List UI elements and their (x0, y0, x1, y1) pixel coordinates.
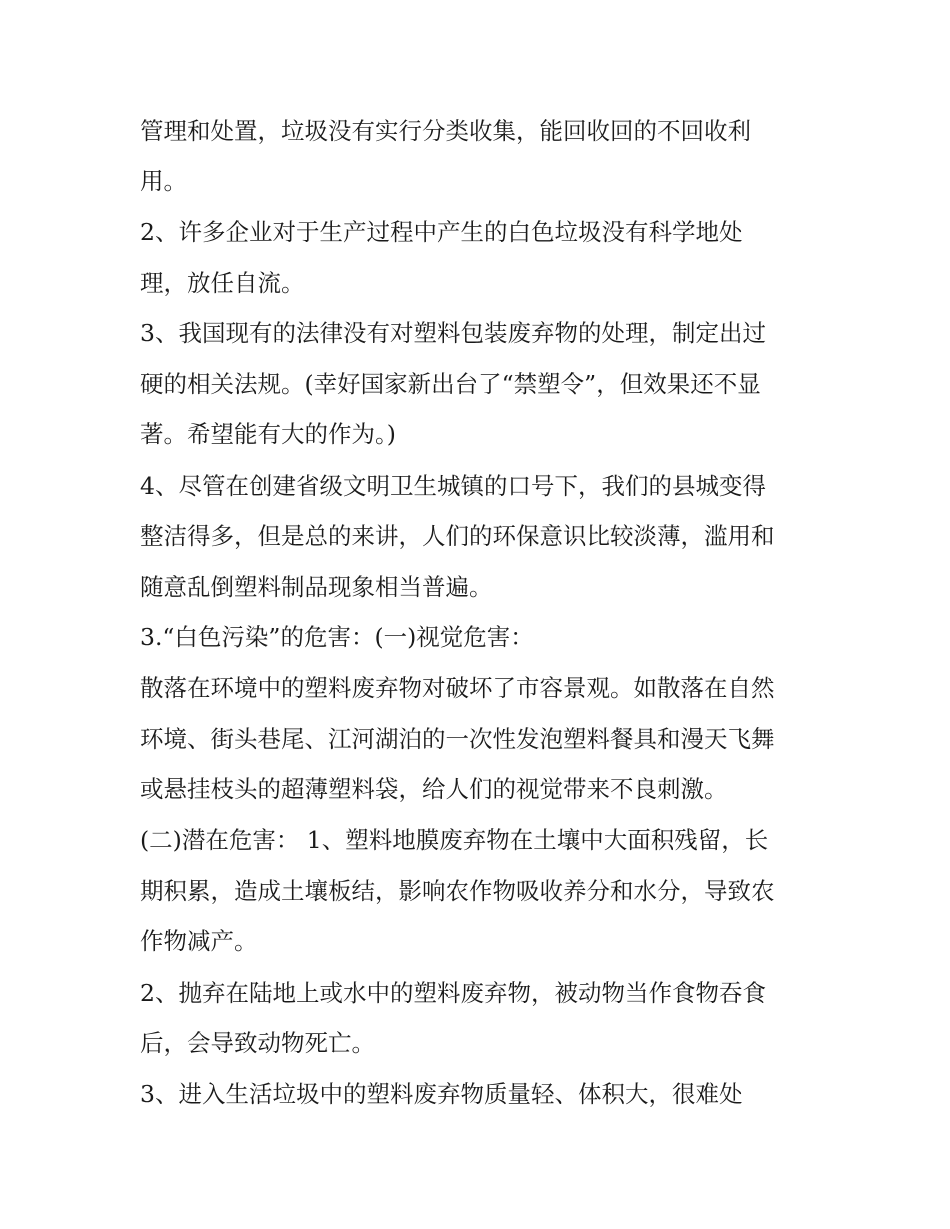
text-line: 整洁得多，但是总的来讲，人们的环保意识比较淡薄，滥用和 (140, 522, 775, 550)
text-line: 作物减产。 (140, 927, 258, 955)
text-line: 2、抛弃在陆地上或水中的塑料废弃物，被动物当作食物吞食 (140, 979, 766, 1007)
section-heading: 3.“白色污染”的危害：(一)视觉危害： (140, 623, 534, 651)
text-line: 3、我国现有的法律没有对塑料包装废弃物的处理，制定出过 (140, 319, 766, 347)
text-line: 理，放任自流。 (140, 269, 305, 297)
text-line: (二)潜在危害： 1、塑料地膜废弃物在土壤中大面积残留，长 (140, 826, 769, 854)
text-line: 后，会导致动物死亡。 (140, 1029, 375, 1057)
text-line: 著。希望能有大的作为。) (140, 420, 396, 448)
text-line: 随意乱倒塑料制品现象相当普遍。 (140, 573, 493, 601)
text-line: 环境、街头巷尾、江河湖泊的一次性发泡塑料餐具和漫天飞舞 (140, 725, 775, 753)
text-line: 硬的相关法规。(幸好国家新出台了“禁塑令”，但效果还不显 (140, 370, 761, 398)
text-line: 或悬挂枝头的超薄塑料袋，给人们的视觉带来不良刺激。 (140, 775, 728, 803)
text-line: 2、许多企业对于生产过程中产生的白色垃圾没有科学地处 (140, 218, 743, 246)
text-line: 3、进入生活垃圾中的塑料废弃物质量轻、体积大，很难处 (140, 1080, 743, 1108)
text-line: 散落在环境中的塑料废弃物对破坏了市容景观。如散落在自然 (140, 674, 775, 702)
text-line: 期积累，造成土壤板结，影响农作物吸收养分和水分，导致农 (140, 877, 775, 905)
text-line: 用。 (140, 167, 187, 195)
text-line: 4、尽管在创建省级文明卫生城镇的口号下，我们的县城变得 (140, 472, 766, 500)
text-line: 管理和处置，垃圾没有实行分类收集，能回收回的不回收利 (140, 117, 751, 145)
